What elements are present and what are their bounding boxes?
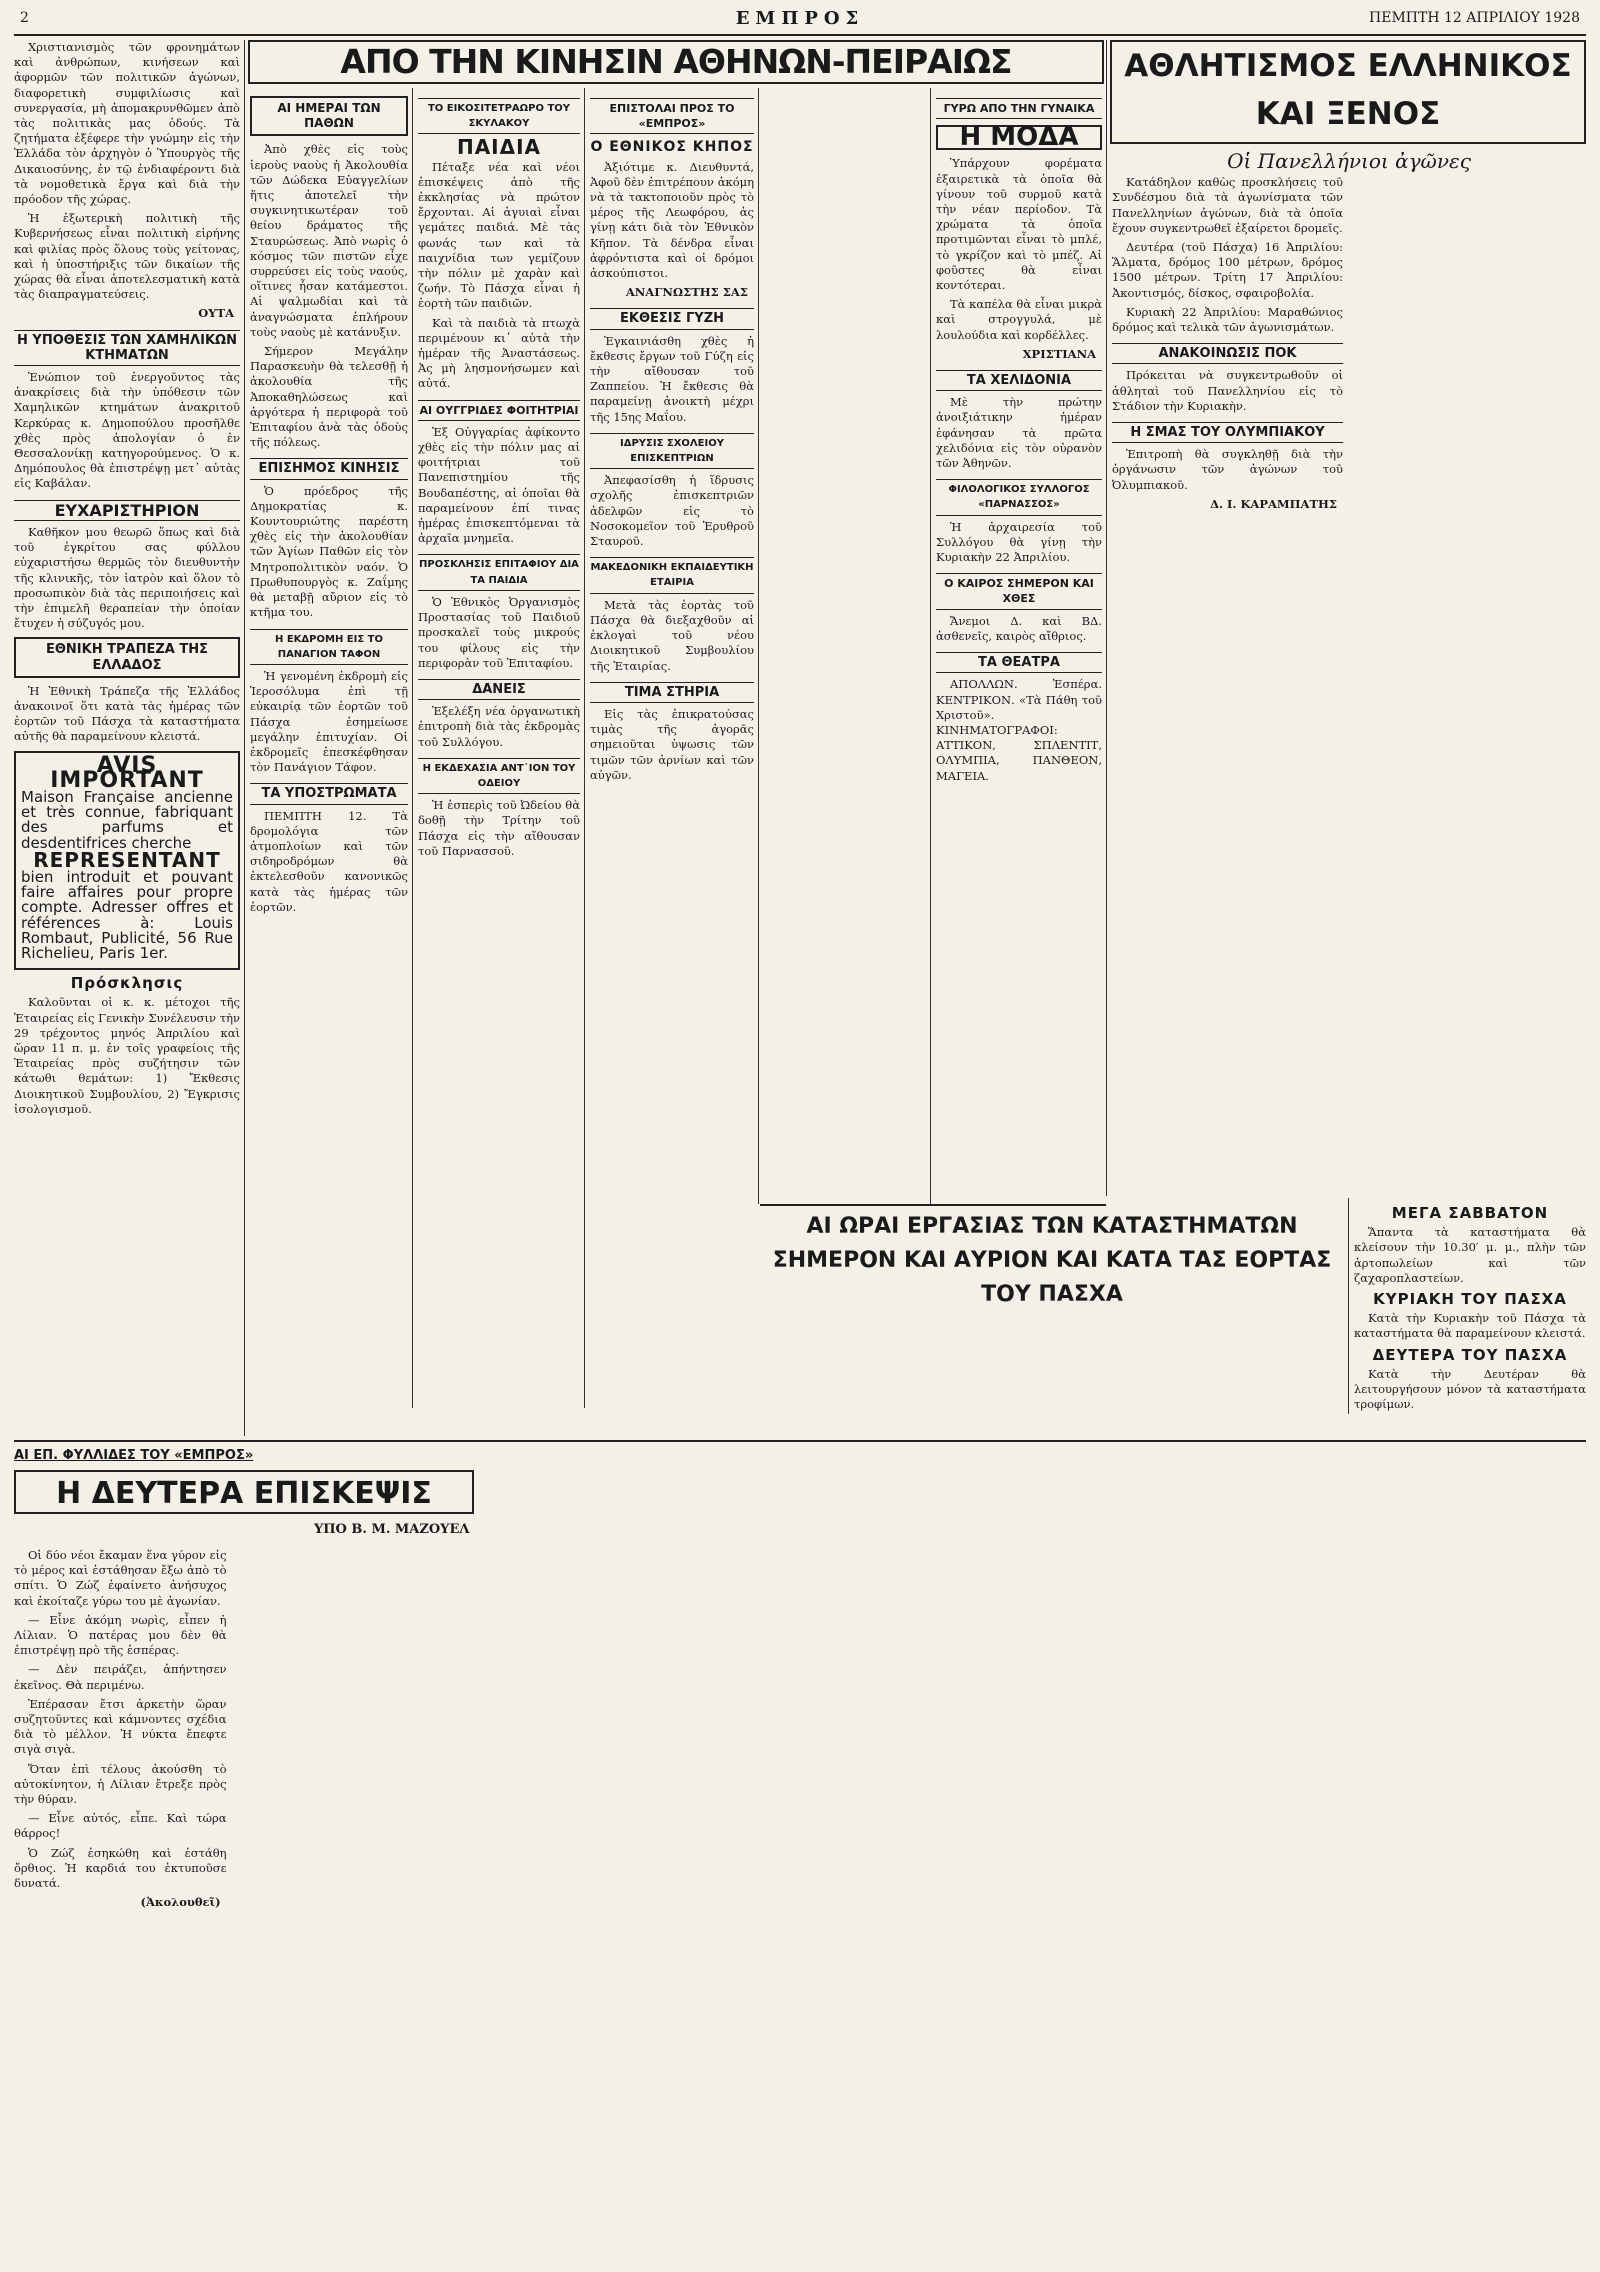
- col3-text3: Ἐξ Οὐγγαρίας ἀφίκοντο χθὲς εἰς τὴν πόλιν μας αἱ φοιτήτριαι τοῦ Πανεπιστημίου τῆς Βουδαπέστης, αἱ ὁποῖαι θὰ παραμείνουν ἐπί τινας ἡμέρας ἐπισκεπτόμεναι τὰ ἀρχαῖα μνημεῖα.: [418, 424, 580, 546]
- col6-text8: Κατὰ τὴν Δευτέραν θὰ λειτουργήσουν μόνον τὰ καταστήματα τροφίμων.: [1354, 1366, 1586, 1412]
- serial-signature: (Ἀκολουθεῖ): [140, 1895, 221, 1910]
- ad-title2: REPRESENTANT: [33, 847, 221, 872]
- col2-head3: Η ΕΚΔΡΟΜΗ ΕΙΣ ΤΟ ΠΑΝΑΓΙΟΝ ΤΑΦΟΝ: [250, 629, 408, 665]
- col4-head1b: Ο ΕΘΝΙΚΟΣ ΚΗΠΟΣ: [590, 139, 754, 156]
- col3-head1: ΤΟ ΕΙΚΟΣΙΤΕΤΡΑΩΡΟ ΤΟΥ ΣΚΥΛΑΚΟΥ: [418, 98, 580, 134]
- col4-head2: ΕΚΘΕΣΙΣ ΓΥΖΗ: [590, 308, 754, 329]
- col5-text6: ΑΠΟΛΛΩΝ. Ἑσπέρα. ΚΕΝΤΡΙΚΟΝ. «Τὰ Πάθη τοῦ Χριστοῦ». ΚΙΝΗΜΑΤΟΓΡΑΦΟΙ: ΑΤΤΙΚΟΝ, ΣΠΛΕΝΤΙΤ, ΟΛΥΜΠΙΑ, ΠΑΝΘΕΟΝ, ΜΑΓΕΙΑ.: [936, 677, 1102, 783]
- col5-text4: Ἡ ἀρχαιρεσία τοῦ Συλλόγου θὰ γίνῃ τὴν Κυριακὴν 22 Ἀπριλίου.: [936, 519, 1102, 565]
- col6-text6: Ἅπαντα τὰ καταστήματα θὰ κλείσουν τὴν 10.30′ μ. μ., πλὴν τῶν ἀρτοπωλείων καὶ τῶν ζαχαροπλαστείων.: [1354, 1225, 1586, 1285]
- col4-signature1: ΑΝΑΓΝΩΣΤΗΣ ΣΑΣ: [625, 285, 748, 300]
- serial-p4: Ἐπέρασαν ἔτσι ἀρκετὴν ὥραν συζητοῦντες καὶ κάμνοντες σχέδια διὰ τὸ μέλλον. Ἡ νύκτα ἔπεφτε σιγὰ σιγὰ.: [14, 1696, 227, 1757]
- serial-story: [14, 1448, 1586, 2248]
- col5-text3: Μὲ τὴν πρώτην ἀνοιξιάτικην ἡμέραν ἐφάνησαν τὰ πρῶτα χελιδόνια εἰς τὸν οὐρανὸν τῶν Ἀθηνῶν.: [936, 395, 1102, 471]
- col5-head1: ΓΥΡΩ ΑΠΟ ΤΗΝ ΓΥΝΑΙΚΑ: [936, 98, 1102, 119]
- col3-head2: ΑΙ ΟΥΓΓΡΙΔΕΣ ΦΟΙΤΗΤΡΙΑΙ: [418, 400, 580, 421]
- col2-text1: Ἀπὸ χθὲς εἰς τοὺς ἱεροὺς ναοὺς ἡ Ἀκολουθία τῶν Δώδεκα Εὐαγγελίων ἥτις ἀποτελεῖ τὴν συγκινητικωτέραν τοῦ θείου δράματος τῆς Σταυρώσεως. Ἀπὸ νωρὶς ὁ κόσμος τῶν πιστῶν εἶχε συρρεύσει εἰς τοὺς ναούς, οἵτινες ἦσαν κατάμεστοι. Αἱ ψαλμωδίαι καὶ τὰ ἀναγνώσματα ἐπλήρουν τοὺς ναοὺς μὲ κατάνυξιν.: [250, 142, 408, 339]
- col2-head4: ΤΑ ΥΠΟΣΤΡΩΜΑΤΑ: [250, 783, 408, 804]
- col2-text4: Ἡ γενομένη ἐκδρομὴ εἰς Ἱεροσόλυμα ἐπὶ τῇ εὐκαιρίᾳ τῶν ἑορτῶν τοῦ Πάσχα ἐσημείωσε μεγάλην ἐπιτυχίαν. Οἱ ἐκδρομεῖς ἐπεσκέφθησαν τὸν Πανάγιον Τάφον.: [250, 668, 408, 775]
- advertisement-box: [14, 751, 240, 971]
- main-headline: ΑΠΟ ΤΗΝ ΚΙΝΗΣΙΝ ΑΘΗΝΩΝ-ΠΕΙΡΑΙΩΣ: [248, 40, 1104, 84]
- serial-p6: — Εἶνε αὐτός, εἶπε. Καὶ τώρα θάρρος!: [14, 1811, 227, 1841]
- col1-head1: Η ΥΠΟΘΕΣΙΣ ΤΩΝ ΧΑΜΗΛΙΚΩΝ ΚΤΗΜΑΤΩΝ: [14, 330, 240, 366]
- col5-head2: ΤΑ ΧΕΛΙΔΟΝΙΑ: [936, 370, 1102, 391]
- serial-p3: — Δὲν πειράζει, ἀπήντησεν ἐκεῖνος. Θὰ περιμένω.: [14, 1662, 227, 1692]
- sports-subheadline: Οἱ Πανελλήνιοι ἀγῶνες: [1227, 149, 1471, 173]
- column-6: [1112, 148, 1586, 1194]
- ad-text2: bien introduit et pouvant faire affaires pour propre compte. Adresser offres et références à: Louis Rombaut, Publicité, 56 Rue Richelieu, Paris 1er.: [21, 867, 233, 962]
- serial-p2: — Εἶνε ἀκόμη νωρὶς, εἶπεν ἡ Λίλιαν. Ὁ πατέρας μου δὲν θὰ ἐπιστρέψῃ πρὸ τῆς ἑσπέρας.: [14, 1612, 227, 1658]
- col6-text1: Κατάδηλον καθὼς προσκλήσεις τοῦ Συνδέσμου διὰ τὰ ἀγωνίσματα τῶν Πανελληνίων ἀγώνων, διὰ τὰ ὁποῖα ἔχουν συγκεντρωθεῖ ἐξαίρετοι δρομεῖς.: [1112, 175, 1343, 235]
- col5-head3: ΦΙΛΟΛΟΓΙΚΟΣ ΣΥΛΛΟΓΟΣ «ΠΑΡΝΑΣΣΟΣ»: [936, 479, 1102, 515]
- col4-head4: ΜΑΚΕΔΟΝΙΚΗ ΕΚΠΑΙΔΕΥΤΙΚΗ ΕΤΑΙΡΙΑ: [590, 557, 754, 593]
- column-3: [418, 90, 580, 1408]
- col4-text4: Μετὰ τὰς ἑορτὰς τοῦ Πάσχα θὰ διεξαχθοῦν αἱ ἐκλογαὶ τοῦ νέου Διοικητικοῦ Συμβουλίου τῆς Ἑταιρίας.: [590, 597, 754, 673]
- serial-p1: Οἱ δύο νέοι ἔκαμαν ἕνα γύρον εἰς τὸ μέρος καὶ ἐστάθησαν ἔξω ἀπὸ τὸ σπίτι. Ὁ Ζώζ ἐφαίνετο ἀνήσυχος καὶ ἐκοίταζε γύρω του μὲ ἀγωνίαν.: [14, 1548, 227, 1608]
- col4-text5: Εἰς τὰς ἐπικρατούσας τιμὰς τῆς ἀγορᾶς σημειοῦται ὑψωσις τῶν τιμῶν τῶν ἀρνίων καὶ τῶν αὐγῶν.: [590, 706, 754, 782]
- sports-headline: [1110, 40, 1586, 144]
- col5-head1b: Η ΜΟΔΑ: [936, 125, 1102, 150]
- col2-head2: ΕΠΙΣΗΜΟΣ ΚΙΝΗΣΙΣ: [250, 458, 408, 479]
- col1-head2: ΕΥΧΑΡΙΣΤΗΡΙΟΝ: [14, 500, 240, 521]
- col6-signature1: Δ. Ι. ΚΑΡΑΜΠΑΤΗΣ: [1210, 496, 1337, 511]
- col1-text2: Ἡ ἐξωτερικὴ πολιτικὴ τῆς Κυβερνήσεως εἶναι πολιτικὴ εἰρήνης καὶ φιλίας πρὸς ὅλους τοὺς γείτονας, καὶ ἡ ὑποστήριξις τῶν δικαίων τῆς χώρας θὰ εἶναι ἀποτελεσματικὴ κατὰ τὰς διαπραγματεύσεις.: [14, 211, 240, 302]
- col1-text6: Καλοῦνται οἱ κ. κ. μέτοχοι τῆς Ἑταιρείας εἰς Γενικὴν Συνέλευσιν τὴν 29 τρέχοντος μηνός Ἀπριλίου καὶ ὥραν 11 π. μ. ἐν τοῖς γραφείοις τῆς Ἑταιρείας πρὸς συζήτησιν τῶν κάτωθι θεμάτων: 1) Ἔκθεσις Διοικητικοῦ Συμβουλίου, 2) Ἔγκρισις ἰσολογισμοῦ.: [14, 995, 240, 1116]
- col5-text1: Ὑπάρχουν φορέματα ἐξαιρετικὰ τὰ ὁποῖα θὰ γίνουν τοῦ συρμοῦ κατὰ τὴν νέαν περίοδον. Τὰ χρώματα τὰ ὁποῖα προτιμῶνται εἶναι τὸ μπλέ, τὸ γκρίζον καὶ τὸ μπέζ. Αἱ φοῦστες θὰ εἶναι κοντότεραι.: [936, 156, 1102, 293]
- column-2: [250, 90, 408, 1408]
- col2-text3: Ὁ πρόεδρος τῆς Δημοκρατίας κ. Κουντουριώτης παρέστη χθὲς εἰς τὴν ἀκολουθίαν τῶν Ἁγίων Παθῶν εἰς τὸν Μητροπολιτικὸν ναόν. Ὁ Πρωθυπουργὸς κ. Ζαΐμης θὰ μεταβῇ αὔριον εἰς τὸ κτῆμα του.: [250, 483, 408, 620]
- col6-text7: Κατὰ τὴν Κυριακὴν τοῦ Πάσχα τὰ καταστήματα θὰ παραμείνουν κλειστά.: [1354, 1311, 1586, 1341]
- col6-text3: Κυριακὴ 22 Ἀπριλίου: Μαραθώνιος δρόμος καὶ τελικὰ τῶν ἀγωνισμάτων.: [1112, 304, 1343, 335]
- col4-text3: Ἀπεφασίσθη ἡ ἵδρυσις σχολῆς ἐπισκεπτριῶν ἀδελφῶν εἰς τὸ Νοσοκομεῖον τοῦ Ἐρυθροῦ Σταυροῦ.: [590, 473, 754, 549]
- col5-text5: Ἄνεμοι Δ. καὶ ΒΔ. ἀσθενεῖς, καιρὸς αἴθριος.: [936, 613, 1102, 643]
- col3-text2: Καὶ τὰ παιδιὰ τὰ πτωχὰ περιμένουν κι᾽ αὐτὰ τὴν ἡμέραν τῆς Ἀναστάσεως. Ἀς μὴ λησμονήσωμεν καὶ αὐτά.: [418, 315, 580, 391]
- serial-tag: ΑΙ ΕΠ. ΦΥΛΛΙΔΕΣ ΤΟΥ «ΕΜΠΡΟΣ»: [14, 1448, 254, 1463]
- masthead: [14, 6, 1586, 36]
- sports-columns: [1112, 175, 1586, 1175]
- serial-headline: Η ΔΕΥΤΕΡΑ ΕΠΙΣΚΕΨΙΣ: [14, 1470, 474, 1514]
- col3-text5: Ἐξελέξη νέα ὀργανωτικὴ ἐπιτροπὴ διὰ τὰς ἐκδρομὰς τοῦ Συλλόγου.: [418, 704, 580, 749]
- col1-head4: Πρόσκλησις: [70, 974, 184, 993]
- col6-head4: ΚΥΡΙΑΚΗ ΤΟΥ ΠΑΣΧΑ: [1373, 1290, 1567, 1309]
- sports-headline-text: ΑΘΛΗΤΙΣΜΟΣ ΕΛΛΗΝΙΚΟΣ ΚΑΙ ΞΕΝΟΣ: [1124, 48, 1572, 132]
- col4-head1: ΕΠΙΣΤΟΛΑΙ ΠΡΟΣ ΤΟ «ΕΜΠΡΟΣ»: [590, 98, 754, 134]
- col5-text2: Τὰ καπέλα θὰ εἶναι μικρὰ καὶ στρογγυλά, μὲ λουλούδια καὶ κορδέλλες.: [936, 297, 1102, 342]
- serial-p5: Ὅταν ἐπὶ τέλους ἀκούσθη τὸ αὐτοκίνητον, ἡ Λίλιαν ἔτρεξε πρὸς τὴν θύραν.: [14, 1761, 227, 1807]
- col3-head4: ΔΑΝΕΙΣ: [418, 679, 580, 700]
- column-1: [14, 40, 240, 1436]
- col1-text1: Χριστιανισμὸς τῶν φρονημάτων καὶ ἀνθρώπων, κινήσεων καὶ ἀφορμῶν τῶν πολιτικῶν ἀγώνων, διαφορετικὴ συμφιλίωσις καὶ συνεργασία, μὴ ἀπομακρυνθῶμεν ἀπὸ τὰς πολιτικὰς μας ὁδούς. Τὰ ζητήματα ἐξέφερε τὴν γνώμην εἰς τὴν Ἑλλάδα τὸν ἀρχηγὸν ὁ Ὑπουργὸς τῆς Δικαιοσύνης, ἐν τῷ ἐνδιαφέροντι διὰ τὰ νομοθετικὰ ἔργα καὶ διὰ τὴν πρόοδον τῆς χώρας.: [14, 40, 240, 207]
- col5-signature1: ΧΡΙΣΤΙΑΝΑ: [1022, 346, 1096, 361]
- col6-head2: Η ΣΜΑΣ ΤΟΥ ΟΛΥΜΠΙΑΚΟΥ: [1112, 422, 1343, 443]
- col6-text2: Δευτέρα (τοῦ Πάσχα) 16 Ἀπριλίου: Ἅλματα, δρόμος 100 μέτρων, δρόμος 1500 μέτρων. Τρίτη 17 Ἀπριλίου: Ἀκοντισμός, δίσκος, σφαιροβολία.: [1112, 240, 1343, 300]
- col6-head1: ΑΝΑΚΟΙΝΩΣΙΣ ΠΟΚ: [1112, 343, 1343, 364]
- col1-text4: Καθῆκον μου θεωρῶ ὅπως καὶ διὰ τοῦ ἐγκρίτου σας φύλλου εὐχαριστήσω θερμῶς τὸν διευθυντὴν τῆς κλινικῆς, τὸν ἰατρὸν καὶ ὅλον τὸ προσωπικὸν διὰ τὰς περιποιήσεις καὶ τὴν ἐπιμελῆ θεραπείαν τὴν ὁποίαν ἔτυχεν ἡ σύζυγός μου.: [14, 524, 240, 631]
- col4-text2: Ἐγκαινιάσθη χθὲς ἡ ἔκθεσις ἔργων τοῦ Γύζη εἰς τὴν αἴθουσαν τοῦ Ζαππείου. Ἡ ἔκθεσις θὰ παραμείνῃ ἀνοικτὴ μέχρι τῆς 15ης Μαΐου.: [590, 333, 754, 424]
- col3-text6: Ἡ ἑσπερὶς τοῦ Ὠδείου θὰ δοθῇ τὴν Τρίτην τοῦ Πάσχα εἰς τὴν αἴθουσαν τοῦ Παρνασσοῦ.: [418, 798, 580, 858]
- column-4: [590, 90, 754, 1200]
- col4-head3: ΙΔΡΥΣΙΣ ΣΧΟΛΕΙΟΥ ΕΠΙΣΚΕΠΤΡΙΩΝ: [590, 433, 754, 469]
- shops-headline-text: ΑΙ ΩΡΑΙ ΕΡΓΑΣΙΑΣ ΤΩΝ ΚΑΤΑΣΤΗΜΑΤΩΝ ΣΗΜΕΡΟΝ ΚΑΙ ΑΥΡΙΟΝ ΚΑΙ ΚΑΤΑ ΤΑΣ ΕΟΡΤΑΣ ΤΟΥ ΠΑΣΧΑ: [772, 1214, 1332, 1307]
- serial-p7: Ὁ Ζώζ ἐσηκώθη καὶ ἐστάθη ὄρθιος. Ἡ καρδιά του ἐκτυποῦσε δυνατά.: [14, 1845, 227, 1891]
- paper-name: ΕΜΠΡΟΣ: [735, 8, 865, 29]
- col3-text1: Πέταξε νέα καὶ νέοι ἐπισκέψεις ἀπὸ τῆς ἐκκλησίας νὰ πρώτον ἔρχονται. Αἱ ἀγυιαὶ εἶναι γεμάτες παιδιά. Μὲ τὰς φωνάς των καὶ τὰ παιχνίδια των γεμίζουν τὴν πόλιν μὲ χαρὰν καὶ ζωήν. Τὸ Πάσχα εἶναι ἡ ἑορτὴ τῶν παιδιῶν.: [418, 159, 580, 311]
- col1-signature: ΟΥΤΑ: [198, 306, 234, 321]
- serial-author: ΥΠΟ Β. Μ. ΜΑΖΟΥΕΛ: [314, 1522, 470, 1537]
- col5-head4: Ο ΚΑΙΡΟΣ ΣΗΜΕΡΟΝ ΚΑΙ ΧΘΕΣ: [936, 573, 1102, 609]
- ad-text1: Maison Française ancienne et très connue, fabriquant des parfums et desdentifrices cherche: [21, 787, 233, 852]
- col4-text1: Ἀξιότιμε κ. Διευθυντά, Ἀφοῦ δὲν ἐπιτρέπουν ἀκόμη νὰ τὰ τακτοποιοῦν πρὸς τὸ μέρος τῆς Λεωφόρου, ἀς γίνῃ κάτι διὰ τὸν Ἐθνικὸν Κῆπον. Τὰ δένδρα εἶναι ἀφρόντιστα καὶ οἱ δρόμοι ἀσκούπιστοι.: [590, 159, 754, 281]
- col3-head5: Η ΕΚΔΕΧΑΣΙΑ ΑΝΤ᾽ΙΟΝ ΤΟΥ ΟΔΕΙΟΥ: [418, 758, 580, 794]
- column-6-lower: [1354, 1200, 1586, 1412]
- col6-head3: ΜΕΓΑ ΣΑΒΒΑΤΟΝ: [1391, 1204, 1549, 1222]
- col1-text3: Ἐνώπιον τοῦ ἐνεργοῦντος τὰς ἀνακρίσεις διὰ τὴν ὑπόθεσιν τῶν Χαμηλικῶν κτημάτων ἀνακριτοῦ Κερκύρας κ. Δημοπούλου προσῆλθε χθὲς πρὸς ἀπολογίαν ὁ ἐν Θεσσαλονίκῃ κατηγορούμενος. Ὁ κ. Δημόπουλος θὰ ἐπιστρέψῃ μετ᾽ αὐτὰς εἰς Καβάλαν.: [14, 370, 240, 491]
- shops-headline: [762, 1210, 1342, 1307]
- col3-head3: ΠΡΟΣΚΛΗΣΙΣ ΕΠΙΤΑΦΙΟΥ ΔΙΑ ΤΑ ΠΑΙΔΙΑ: [418, 554, 580, 590]
- col4-head5: ΤΙΜΑ ΣΤΗΡΙΑ: [590, 682, 754, 703]
- col1-head3: ΕΘΝΙΚΗ ΤΡΑΠΕΖΑ ΤΗΣ ΕΛΛΑΔΟΣ: [14, 637, 240, 677]
- col2-text2: Σήμερον Μεγάλην Παρασκευὴν θὰ τελεσθῇ ἡ ἀκολουθία τῆς Ἀποκαθηλώσεως καὶ ἀργότερα ἡ περιφορὰ τοῦ Ἐπιταφίου ἀνὰ τὰς ὁδοὺς τῆς πόλεως.: [250, 344, 408, 450]
- page-number: 2: [20, 10, 29, 26]
- col1-text5: Ἡ Ἐθνικὴ Τράπεζα τῆς Ἑλλάδος ἀνακοινοῖ ὅτι κατὰ τὰς ἡμέρας τῶν ἑορτῶν τοῦ Πάσχα τὰ καταστήματα αὐτῆς θὰ παραμείνουν κλειστά.: [14, 683, 240, 744]
- col5-head5: ΤΑ ΘΕΑΤΡΑ: [936, 652, 1102, 673]
- col6-head5: ΔΕΥΤΕΡΑ ΤΟΥ ΠΑΣΧΑ: [1372, 1345, 1568, 1364]
- col2-head1: ΑΙ ΗΜΕΡΑΙ ΤΩΝ ΠΑΘΩΝ: [250, 96, 408, 136]
- ad-title: AVIS IMPORTANT: [50, 752, 204, 793]
- col2-text5: ΠΕΜΠΤΗ 12. Τὰ δρομολόγια τῶν ἀτμοπλοίων καὶ τῶν σιδηροδρόμων θὰ ἐκτελεσθοῦν κανονικῶς κατὰ τὰς ἡμέρας τῶν ἑορτῶν.: [250, 808, 408, 914]
- column-5: [936, 90, 1102, 1200]
- serial-text: [14, 1548, 1586, 2228]
- issue-date: ΠΕΜΠΤΗ 12 ΑΠΡΙΛΙΟΥ 1928: [1369, 10, 1580, 26]
- col3-head1b: ΠΑΙΔΙΑ: [456, 135, 542, 160]
- col3-text4: Ὁ Ἐθνικὸς Ὀργανισμὸς Προστασίας τοῦ Παιδιοῦ προσκαλεῖ τοὺς μικρούς του φίλους εἰς τὴν περιφορὰν τοῦ Ἐπιταφίου.: [418, 594, 580, 670]
- col6-text4: Πρόκειται νὰ συγκεντρωθοῦν οἱ ἀθληταὶ τοῦ Πανελληνίου εἰς τὸ Στάδιον τὴν Κυριακὴν.: [1112, 368, 1343, 413]
- col6-text5: Ἐπιτροπὴ θὰ συγκληθῇ διὰ τὴν ὀργάνωσιν τῶν ἀγώνων τοῦ Ὀλυμπιακοῦ.: [1112, 447, 1343, 492]
